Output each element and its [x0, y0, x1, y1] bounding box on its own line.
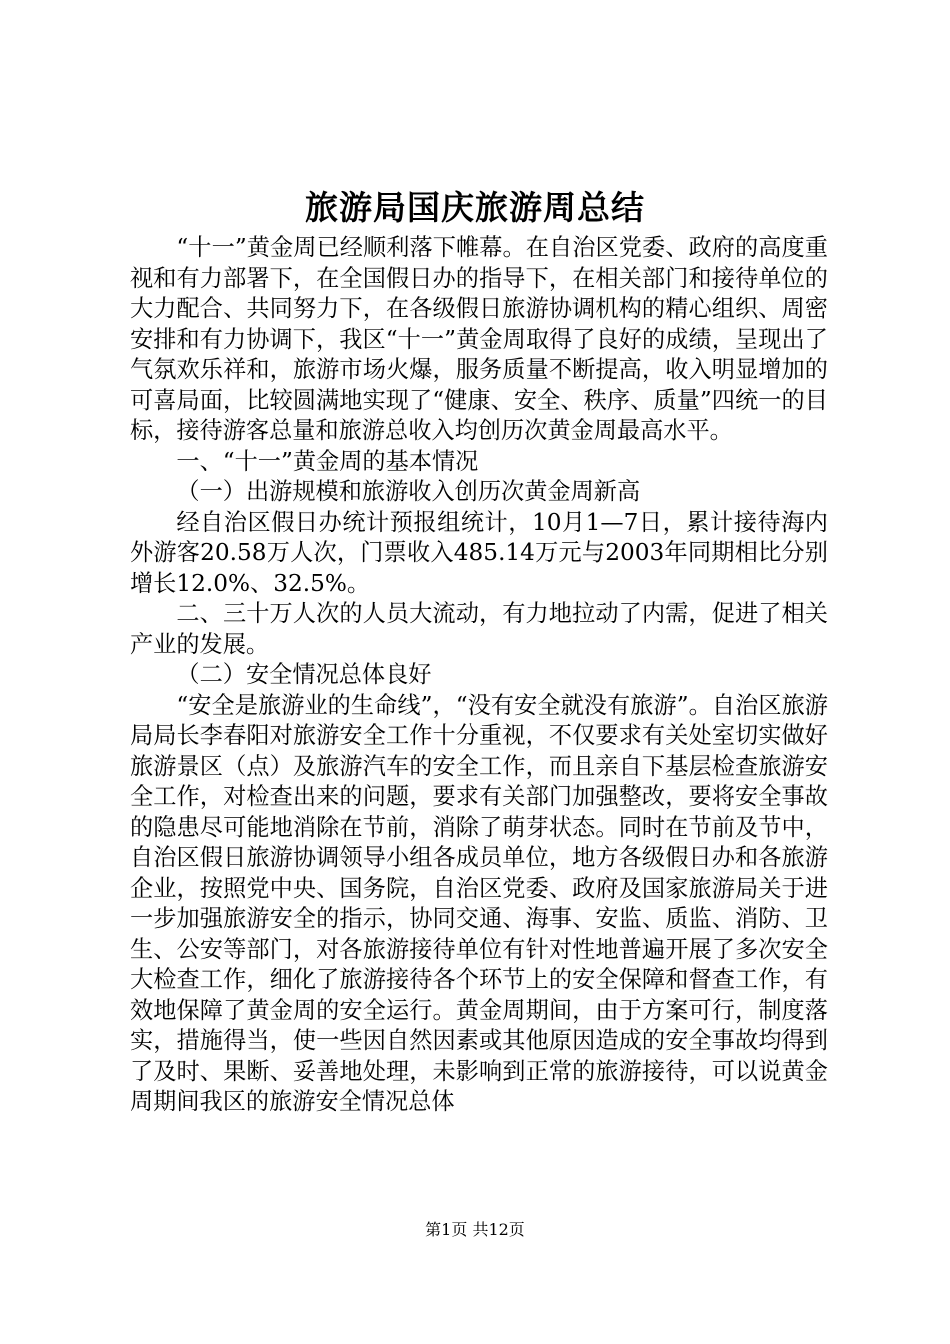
paragraph-safety: “安全是旅游业的生命线”，“没有安全就没有旅游”。自治区旅游局局长李春阳对旅游安全工作十分重视，不仅要求有关处室切实做好旅游景区（点）及旅游汽车的安全工作，而且亲自下基层检查旅游安全工作，对检查出来的问题，要求有关部门加强整改，要将安全事故的隐患尽可能地消除在节前，消除了萌芽状态。同时在节前及节中，自治区假日旅游协调领导小组各成员单位，地方各级假日办和各旅游企业，按照党中央、国务院，自治区党委、政府及国家旅游局关于进一步加强旅游安全的指示，协同交通、海事、安监、质监、消防、卫生、公安等部门，对各旅游接待单位有针对性地普遍开展了多次安全大检查工作，细化了旅游接待各个环节上的安全保障和督查工作，有效地保障了黄金周的安全运行。黄金周期间，由于方案可行，制度落实，措施得当，使一些因自然因素或其他原因造成的安全事故均得到了及时、果断、妥善地处理，未影响到正常的旅游接待，可以说黄金周期间我区的旅游安全情况总体	[130, 691, 828, 1115]
paragraph-statistics: 经自治区假日办统计预报组统计，10月1—7日，累计接待海内外游客20.58万人次，门票收入485.14万元与2003年同期相比分别增长12.0%、32.5%。	[130, 508, 828, 597]
document-body	[130, 233, 828, 1118]
heading-section-1: 一、“十一”黄金周的基本情况	[176, 447, 479, 475]
heading-subsection-1: （一）出游规模和旅游收入创历次黄金周新高	[176, 478, 641, 505]
paragraph-intro: “十一”黄金周已经顺利落下帷幕。在自治区党委、政府的高度重视和有力部署下，在全国假日办的指导下，在相关部门和接待单位的大力配合、共同努力下，在各级假日旅游协调机构的精心组织、周密安排和有力协调下，我区“十一”黄金周取得了良好的成绩，呈现出了气氛欢乐祥和，旅游市场火爆，服务质量不断提高，收入明显增加的可喜局面，比较圆满地实现了“健康、安全、秩序、质量”四统一的目标，接待游客总量和旅游总收入均创历次黄金周最高水平。	[130, 234, 828, 444]
document-title: 旅游局国庆旅游周总结	[305, 188, 645, 227]
paragraph-section-2: 二、三十万人次的人员大流动，有力地拉动了内需，促进了相关产业的发展。	[130, 600, 828, 658]
heading-subsection-2: （二）安全情况总体良好	[176, 661, 432, 688]
page-number-footer: 第1页 共12页	[425, 1220, 525, 1239]
